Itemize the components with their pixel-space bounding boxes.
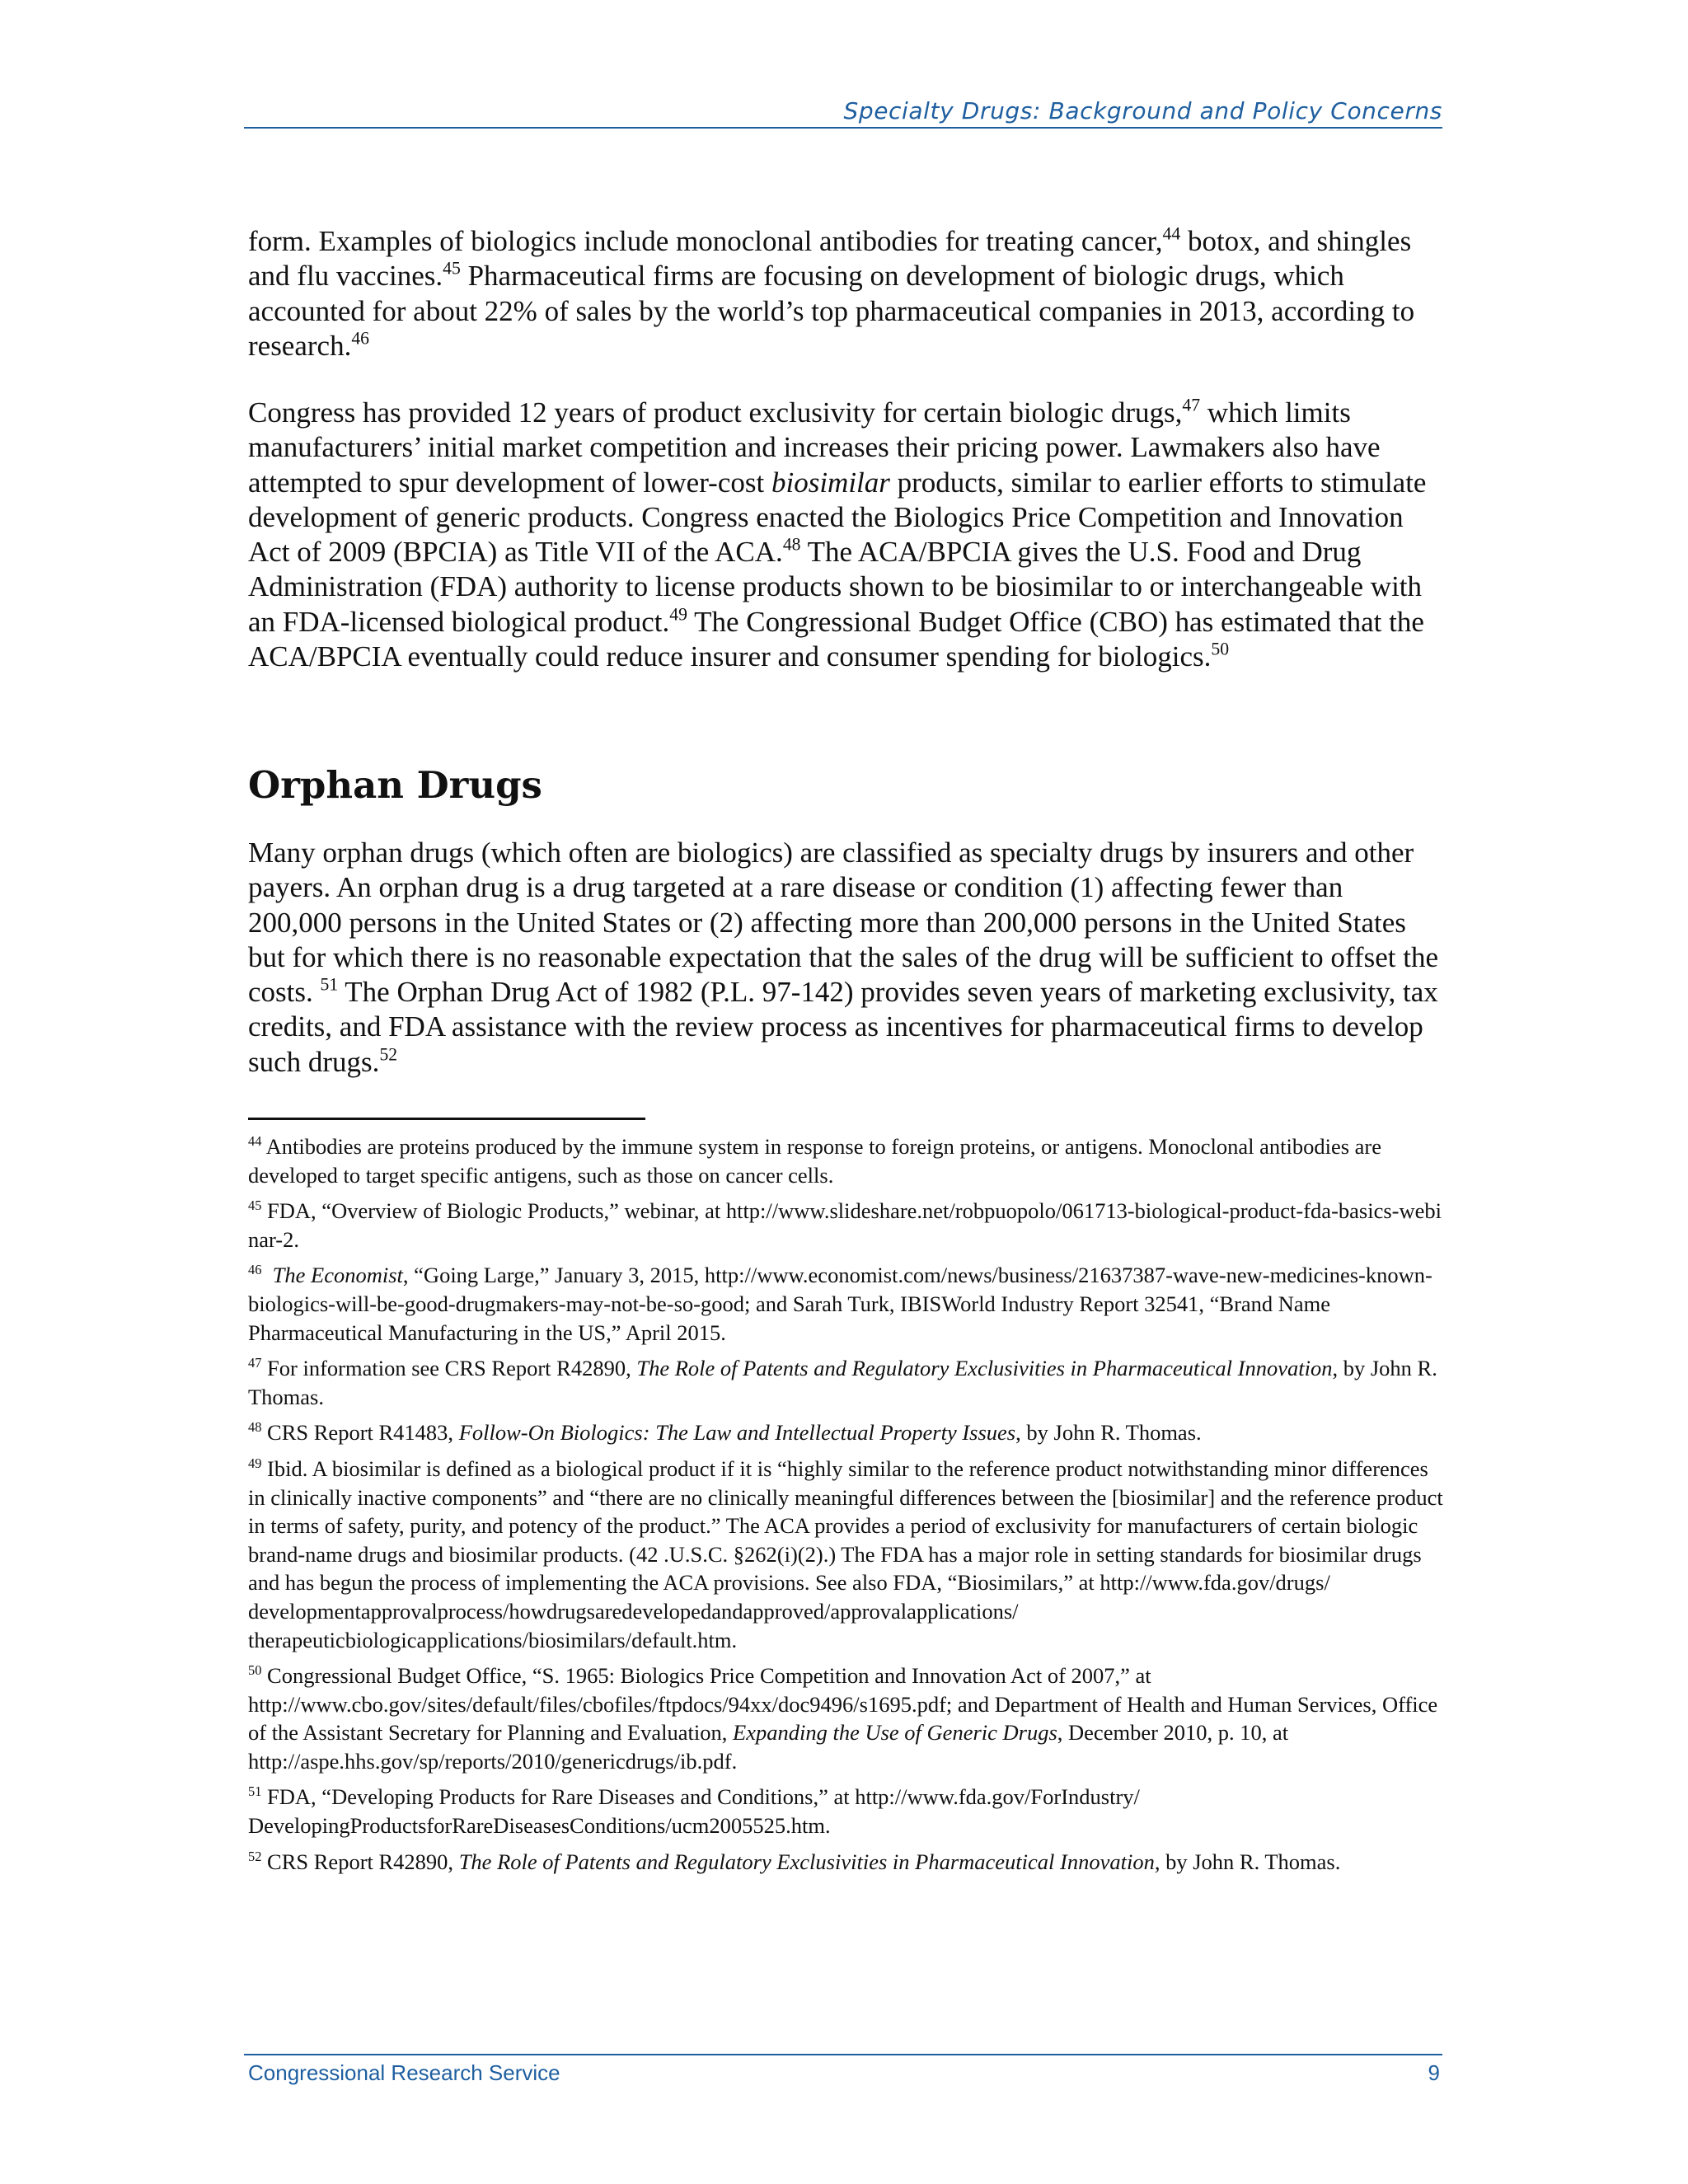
text-run: form. Examples of biologics include monoclonal antibodies for treating cancer, bbox=[248, 225, 1163, 257]
footnote-48 bbox=[248, 1418, 1445, 1447]
footnote-number: 47 bbox=[248, 1354, 262, 1371]
footnotes-list bbox=[248, 1132, 1445, 1883]
text-run: botox, and shingles and flu vaccines. bbox=[248, 225, 1412, 293]
footnote-text: , by John R. Thomas. bbox=[1154, 1849, 1341, 1874]
footnote-number: 51 bbox=[248, 1783, 262, 1800]
text-run: Congress has provided 12 years of product exclusivity for certain biologic drugs, bbox=[248, 396, 1183, 429]
footnote-italic: The Role of Patents and Regulatory Exclusivities in Pharmaceutical Innovation bbox=[458, 1849, 1155, 1874]
footnote-italic: Expanding the Use of Generic Drugs bbox=[733, 1720, 1057, 1746]
footnote-text: FDA, “Overview of Biologic Products,” webinar, at http://www.slideshare.net/robpuopolo/061713-biological-product-fda-basics-webinar-2. bbox=[248, 1198, 1442, 1252]
footnote-separator bbox=[248, 1118, 645, 1120]
footnote-text: FDA, “Developing Products for Rare Diseases and Conditions,” at http://www.fda.gov/ForIndustry/ DevelopingProductsforRareDiseasesConditions/ucm2005525.htm. bbox=[248, 1784, 1140, 1839]
footnote-52 bbox=[248, 1848, 1445, 1877]
footnote-ref-51[interactable]: 51 bbox=[320, 974, 339, 995]
footnote-ref-44[interactable]: 44 bbox=[1162, 223, 1181, 244]
footnote-number: 46 bbox=[248, 1262, 262, 1278]
footnote-text: For information see CRS Report R42890, bbox=[261, 1356, 637, 1381]
header-rule bbox=[244, 127, 1442, 129]
footnote-text: , by John R. Thomas. bbox=[248, 1356, 1437, 1409]
footnote-50 bbox=[248, 1661, 1445, 1775]
page-number: 9 bbox=[1428, 2060, 1440, 2085]
footnote-italic: Follow-On Biologics: The Law and Intellectual Property Issues bbox=[458, 1420, 1016, 1446]
footnote-49 bbox=[248, 1455, 1445, 1654]
footnote-text: Congressional Budget Office, “S. 1965: Biologics Price Competition and Innovation Act of 2007,” at http://www.cbo.gov/sites/default/files/cbofiles/ftpdocs/94xx/doc9496/s1695.pdf; and Department of Health and Human Services, Office of the Assistant Secretary for Planning and Evaluation, bbox=[248, 1663, 1438, 1746]
emphasis-biosimilar: biosimilar bbox=[771, 466, 890, 499]
footnote-text: CRS Report R41483, bbox=[261, 1420, 459, 1446]
footnote-text: , by John R. Thomas. bbox=[1015, 1420, 1202, 1446]
footnote-ref-48[interactable]: 48 bbox=[782, 534, 801, 555]
footnote-number: 50 bbox=[248, 1661, 262, 1678]
footnote-italic: The Economist bbox=[272, 1263, 403, 1288]
body-paragraph-3 bbox=[248, 836, 1443, 1080]
footnote-number: 48 bbox=[248, 1419, 262, 1436]
body-paragraph-2 bbox=[248, 396, 1443, 674]
footnote-text: CRS Report R42890, bbox=[261, 1849, 459, 1874]
text-run: Many orphan drugs (which often are biologics) are classified as specialty drugs by insurers and other payers. An orphan drug is a drug targeted at a rare disease or condition (1) affecting fewer than 200,000 persons in the United States or (2) affecting more than 200,000 persons in the United States but for which there is no reasonable expectation that the sales of the drug will be sufficient to offset the costs. bbox=[248, 837, 1438, 1009]
section-heading: Orphan Drugs bbox=[248, 763, 542, 807]
footer-publisher: Congressional Research Service bbox=[248, 2060, 560, 2085]
text-run: The Orphan Drug Act of 1982 (P.L. 97-142) provides seven years of marketing exclusivity, tax credits, and FDA assistance with the review process as incentives for pharmaceutical firms to develop such drugs. bbox=[248, 976, 1438, 1078]
footnote-italic: The Role of Patents and Regulatory Exclusivities in Pharmaceutical Innovation bbox=[636, 1356, 1333, 1381]
footnote-number: 44 bbox=[248, 1132, 262, 1149]
footnote-number: 49 bbox=[248, 1455, 262, 1471]
footer-rule bbox=[244, 2054, 1442, 2055]
footnote-ref-52[interactable]: 52 bbox=[379, 1044, 398, 1065]
footnote-text: , “Going Large,” January 3, 2015, http://www.economist.com/news/business/21637387-wave-new-medicines-known-biologics-will-be-good-drugmakers-may-not-be-so-good; and Sarah Turk, IBISWorld Industry Report 32541, “Brand Name Pharmaceutical Manufacturing in the US,” April 2015. bbox=[248, 1263, 1432, 1345]
footnote-ref-47[interactable]: 47 bbox=[1182, 395, 1201, 415]
footnote-text: , December 2010, p. 10, at http://aspe.hhs.gov/sp/reports/2010/genericdrugs/ib.pdf. bbox=[248, 1720, 1289, 1774]
footnote-45 bbox=[248, 1197, 1445, 1254]
footnote-ref-49[interactable]: 49 bbox=[669, 604, 687, 625]
footnote-47 bbox=[248, 1354, 1445, 1411]
text-run: The Congressional Budget Office (CBO) has estimated that the ACA/BPCIA eventually could reduce insurer and consumer spending for biologics. bbox=[248, 605, 1424, 673]
body-paragraph-1 bbox=[248, 224, 1443, 363]
text-run: products, similar to earlier efforts to stimulate development of generic products. Congress enacted the Biologics Price Competition and Innovation Act of 2009 (BPCIA) as Title VII of the ACA. bbox=[248, 466, 1427, 569]
text-run: Pharmaceutical firms are focusing on development of biologic drugs, which accounted for about 22% of sales by the world’s top pharmaceutical companies in 2013, according to research. bbox=[248, 260, 1415, 362]
footnote-text: Ibid. A biosimilar is defined as a biological product if it is “highly similar to the reference product notwithstanding minor differences in clinically inactive components” and “there are no clinically meaningful differences between the [biosimilar] and the reference product in terms of safety, purity, and potency of the product.” The ACA provides a period of exclusivity for manufacturers of certain biologic brand-name drugs and biosimilar products. (42 .U.S.C. §262(i)(2).) The FDA has a major role in setting standards for biosimilar drugs and has begun the process of implementing the ACA provisions. See also FDA, “Biosimilars,” at http://www.fda.gov/drugs/ developmentapprovalprocess/howdrugsaredevelopedandapproved/approvalapplications/ therapeuticbiologicapplications/biosimilars/default.htm. bbox=[248, 1455, 1443, 1652]
text-run: The ACA/BPCIA gives the U.S. Food and Drug Administration (FDA) authority to license products shown to be biosimilar to or interchangeable with an FDA-licensed biological product. bbox=[248, 536, 1423, 638]
footnote-number: 45 bbox=[248, 1197, 262, 1214]
footnote-ref-50[interactable]: 50 bbox=[1211, 639, 1230, 659]
footnote-number: 52 bbox=[248, 1848, 262, 1864]
text-run: which limits manufacturers’ initial market competition and increases their pricing power. Lawmakers also have attempted to spur development of lower-cost bbox=[248, 396, 1381, 499]
footnote-51 bbox=[248, 1783, 1445, 1840]
footnote-text: Antibodies are proteins produced by the immune system in response to foreign proteins, or antigens. Monoclonal antibodies are developed to target specific antigens, such as those on cancer cells. bbox=[248, 1134, 1381, 1188]
footnote-ref-45[interactable]: 45 bbox=[443, 258, 461, 279]
footnote-ref-46[interactable]: 46 bbox=[351, 328, 370, 349]
footnote-46 bbox=[248, 1261, 1445, 1347]
footnote-44 bbox=[248, 1132, 1445, 1189]
running-header: Specialty Drugs: Background and Policy Concerns bbox=[843, 97, 1442, 124]
